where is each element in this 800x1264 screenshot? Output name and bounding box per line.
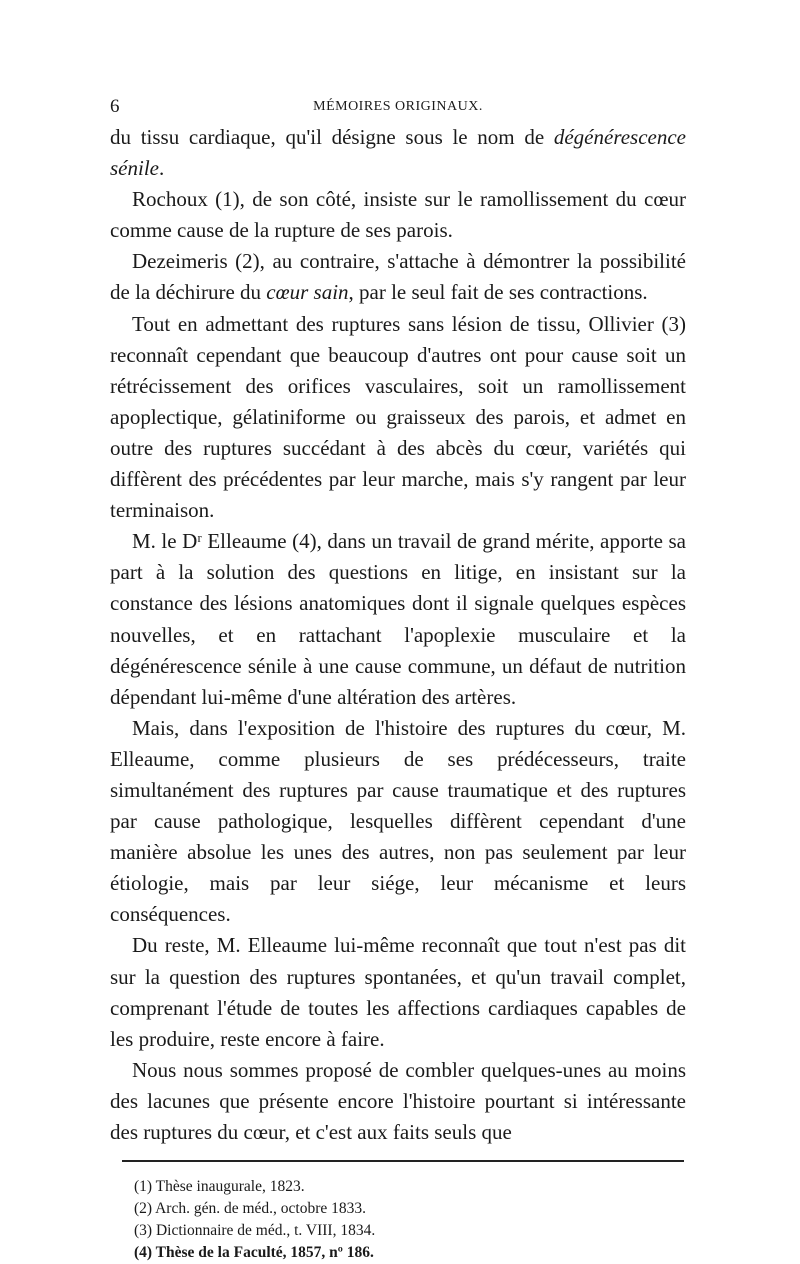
body-text xyxy=(110,122,686,1148)
paragraph xyxy=(110,122,686,184)
paragraph xyxy=(110,184,686,246)
paragraph-text: Tout en admettant des ruptures sans lésion de tissu, Ollivier (3) reconnaît cependant que beaucoup d'autres ont pour cause soit un rétrécissement des orifices vasculaires, soit un ramollissement apoplectique, gélatiniforme ou graisseux des parois, et admet en outre des ruptures succédant à des abcès du cœur, variétés qui diffèrent des précédentes par leur marche, mais s'y rangent par leur terminaison. xyxy=(110,311,686,523)
paragraph-text: Rochoux (1), de son côté, insiste sur le ramollissement du cœur comme cause de la rupture de ses parois. xyxy=(110,187,686,243)
italic-text: cœur sain xyxy=(266,280,349,305)
paragraph xyxy=(110,246,686,308)
footnote-rule xyxy=(122,1160,684,1162)
paragraph-text: Du reste, M. Elleaume lui-même reconnaît que tout n'est pas dit sur la question des ruptures spontanées, et qu'un travail complet, comprenant l'étude de toutes les affections cardiaques capables de les produire, reste encore à faire. xyxy=(110,933,686,1051)
running-head-title: MÉMOIRES ORIGINAUX. xyxy=(313,99,483,114)
footnote: (3) Dictionnaire de méd., t. VIII, 1834. xyxy=(134,1222,376,1240)
footnote: (2) Arch. gén. de méd., octobre 1833. xyxy=(134,1200,367,1218)
running-head xyxy=(110,96,686,122)
footnote: (4) Thèse de la Faculté, 1857, nº 186. xyxy=(134,1244,374,1262)
italic-text: dégénérescence sénile xyxy=(110,125,686,181)
paragraph-text: M. le Dʳ Elleaume (4), dans un travail de grand mérite, apporte sa part à la solution des questions en litige, en insistant sur la constance des lésions anatomiques dont il signale quelques espèces nouvelles, et en rattachant l'apoplexie musculaire et la dégénérescence sénile à une cause commune, un défaut de nutrition dépendant lui-même d'une altération des artères. xyxy=(110,529,686,709)
document-page xyxy=(110,96,686,1264)
paragraph xyxy=(110,309,686,527)
page-number: 6 xyxy=(110,96,121,117)
footnotes xyxy=(134,1176,686,1264)
paragraph xyxy=(110,526,686,713)
paragraph xyxy=(110,930,686,1054)
paragraph-text: Dezeimeris (2), au contraire, s'attache à démontrer la possibilité de la déchirure du xyxy=(110,249,686,305)
paragraph-text: , par le seul fait de ses contractions. xyxy=(348,280,648,305)
paragraph-text: Nous nous sommes proposé de combler quelques-unes au moins des lacunes que présente encore l'histoire pourtant si intéressante des ruptures du cœur, et c'est aux faits seuls que xyxy=(110,1057,686,1144)
paragraph-text: du tissu cardiaque, qu'il désigne sous le nom de xyxy=(110,125,554,149)
footnote: (1) Thèse inaugurale, 1823. xyxy=(134,1178,305,1196)
paragraph-text: Mais, dans l'exposition de l'histoire des ruptures du cœur, M. Elleaume, comme plusieurs de ses prédécesseurs, traite simultanément des ruptures par cause traumatique et des ruptures par cause pathologique, lesquelles diffèrent cependant d'une manière absolue les unes des autres, non pas seulement par leur étiologie, mais par leur siége, leur mécanisme et leurs conséquences. xyxy=(110,715,686,927)
paragraph xyxy=(110,713,686,931)
paragraph-text: . xyxy=(158,156,165,181)
paragraph xyxy=(110,1055,686,1148)
